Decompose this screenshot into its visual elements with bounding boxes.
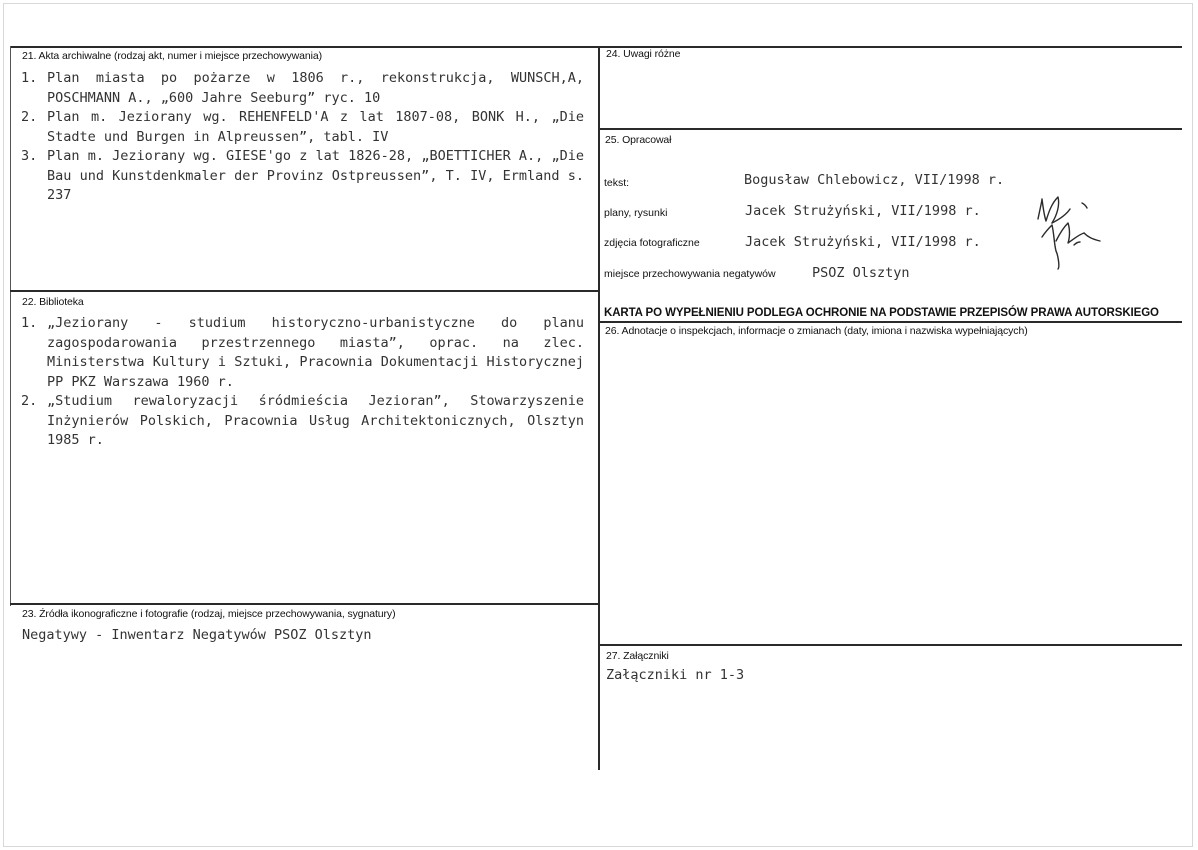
- item-text: Plan m. Jeziorany wg. GIESE'go z lat 1826-28, „BOETTICHER A., „Die Bau und Kunstdenkmaler der Provinz Ostpreussen”, T. IV, Ermland s. 237: [47, 148, 584, 203]
- item-text: Plan miasta po pożarze w 1806 r., rekonstrukcja, WUNSCH,A, POSCHMANN A., „600 Jahre Seeburg” ryc. 10: [47, 70, 584, 106]
- section-21-title: 21. Akta archiwalne (rodzaj akt, numer i miejsce przechowywania): [22, 50, 322, 62]
- section-25-title: 25. Opracował: [605, 134, 672, 146]
- signature-image: [1030, 193, 1110, 273]
- section-22-title: 22. Biblioteka: [22, 296, 84, 308]
- list-item: [21, 392, 584, 451]
- section-24-title: 24. Uwagi różne: [606, 48, 681, 60]
- left-edge: [10, 46, 11, 606]
- item-number: 2.: [21, 393, 38, 409]
- item-text: Plan m. Jeziorany wg. REHENFELD'A z lat 1807-08, BONK H., „Die Stadte und Burgen in Alpreussen”, tabl. IV: [47, 109, 584, 145]
- item-number: 1.: [21, 315, 38, 331]
- copyright-notice: KARTA PO WYPEŁNIENIU PODLEGA OCHRONIE NA PODSTAWIE PRZEPISÓW PRAWA AUTORSKIEGO: [604, 307, 1159, 319]
- author-photos-value: Jacek Strużyński, VII/1998 r.: [745, 234, 981, 250]
- rule-s27: [599, 644, 1182, 646]
- item-text: „Jeziorany - studium historyczno-urbanistyczne do planu zagospodarowania przestrzennego miasta”, oprac. na zlec. Ministerstwa Kultury i Sztuki, Pracownia Dokumentacji Historycznej PP PKZ Warszawa 1960 r.: [47, 315, 584, 390]
- negatives-storage-label: miejsce przechowywania negatywów: [604, 268, 776, 280]
- rule-s22: [10, 290, 599, 292]
- section-23-title: 23. Źródła ikonograficzne i fotografie (rodzaj, miejsce przechowywania, sygnatury): [22, 608, 396, 620]
- column-divider: [598, 46, 600, 770]
- negatives-storage-value: PSOZ Olsztyn: [812, 265, 910, 281]
- list-item: [21, 108, 584, 147]
- item-text: „Studium rewaloryzacji śródmieścia Jezioran”, Stowarzyszenie Inżynierów Polskich, Pracownia Usług Architektonicznych, Olsztyn 1985 r.: [47, 393, 584, 448]
- author-drawings-label: plany, rysunki: [604, 207, 668, 219]
- section-22-list: [21, 314, 584, 451]
- author-text-label: tekst:: [604, 177, 630, 189]
- section-27-text: Załączniki nr 1-3: [606, 667, 745, 683]
- rule-s25: [599, 128, 1182, 130]
- section-26-title: 26. Adnotacje o inspekcjach, informacje o zmianach (daty, imiona i nazwiska wypełniających): [605, 325, 1028, 337]
- author-photos-label: zdjęcia fotograficzne: [604, 237, 700, 249]
- item-number: 3.: [21, 148, 38, 164]
- list-item: [21, 69, 584, 108]
- section-23-text: Negatywy - Inwentarz Negatywów PSOZ Olsztyn: [22, 627, 372, 643]
- list-item: [21, 314, 584, 392]
- section-27-title: 27. Załączniki: [606, 650, 669, 662]
- section-21-list: [21, 69, 584, 206]
- author-text-value: Bogusław Chlebowicz, VII/1998 r.: [744, 172, 1005, 188]
- top-rule: [10, 46, 1182, 48]
- rule-s23: [10, 603, 599, 605]
- item-number: 2.: [21, 109, 38, 125]
- list-item: [21, 147, 584, 206]
- item-number: 1.: [21, 70, 38, 86]
- rule-notice-bottom: [599, 321, 1182, 323]
- author-drawings-value: Jacek Strużyński, VII/1998 r.: [745, 203, 981, 219]
